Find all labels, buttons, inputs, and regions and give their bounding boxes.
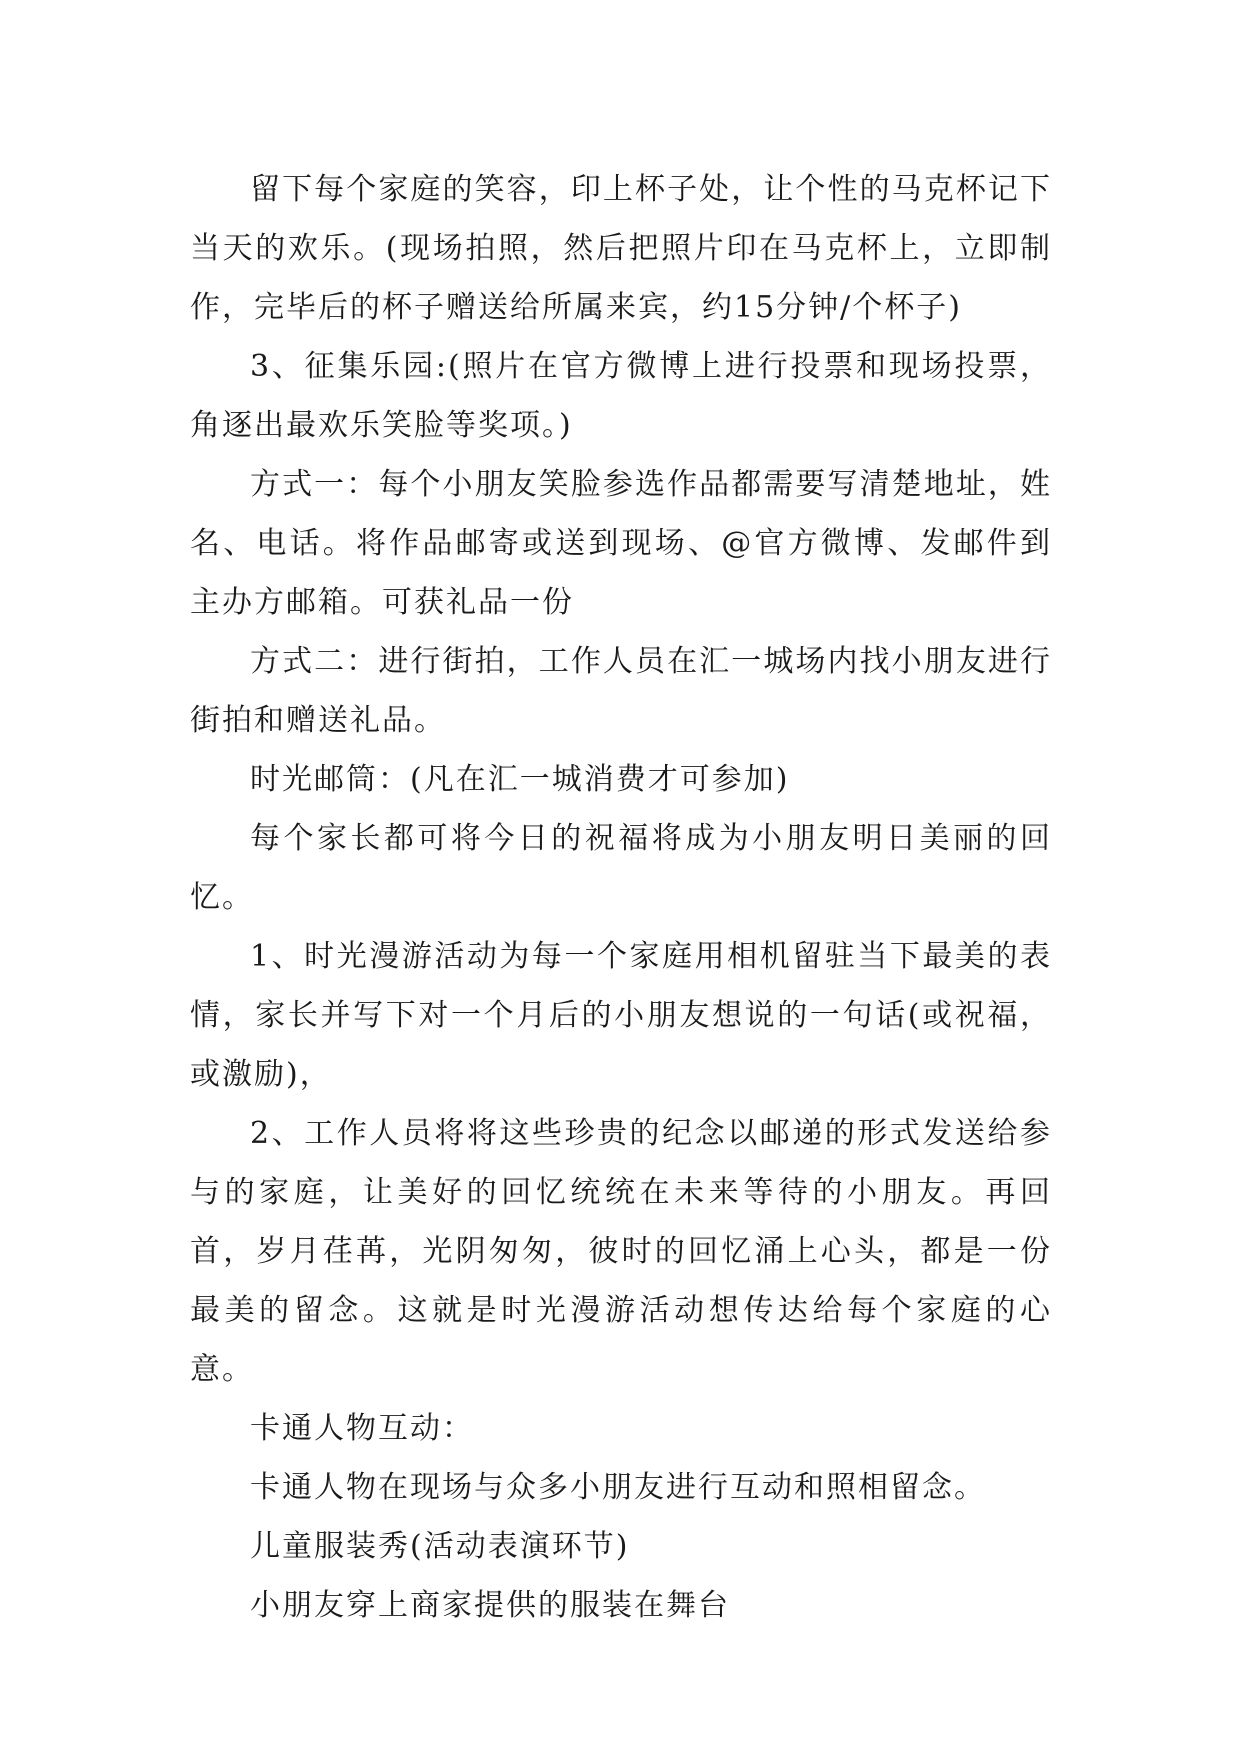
paragraph-method-one: 方式一：每个小朋友笑脸参选作品都需要写清楚地址，姓名、电话。将作品邮寄或送到现场、@官方微博、发邮件到主办方邮箱。可获礼品一份 bbox=[190, 467, 1052, 620]
paragraph-method-two: 方式二：进行街拍，工作人员在汇一城场内找小朋友进行街拍和赠送礼品。 bbox=[190, 644, 1052, 738]
paragraph-time-travel-step-2: 2、工作人员将将这些珍贵的纪念以邮递的形式发送给参与的家庭，让美好的回忆统统在未来等待的小朋友。再回首，岁月荏苒，光阴匆匆，彼时的回忆涌上心头，都是一份最美的留念。这就是时光漫游活动想传达给每个家庭的心意。 bbox=[190, 1116, 1052, 1387]
paragraph-time-mailbox-heading: 时光邮筒：(凡在汇一城消费才可参加) bbox=[250, 762, 790, 797]
paragraph-cartoon-heading: 卡通人物互动： bbox=[250, 1411, 474, 1446]
document-body bbox=[190, 160, 1052, 1635]
paragraph-collection-park: 3、征集乐园:(照片在官方微博上进行投票和现场投票，角逐出最欢乐笑脸等奖项。) bbox=[190, 349, 1052, 443]
paragraph-parent-wishes: 每个家长都可将今日的祝福将成为小朋友明日美丽的回忆。 bbox=[190, 821, 1052, 915]
paragraph-time-travel-step-1: 1、时光漫游活动为每一个家庭用相机留驻当下最美的表情，家长并写下对一个月后的小朋友想说的一句话(或祝福，或激励)， bbox=[190, 939, 1052, 1092]
paragraph-mug-photo: 留下每个家庭的笑容，印上杯子处，让个性的马克杯记下当天的欢乐。(现场拍照，然后把照片印在马克杯上，立即制作，完毕后的杯子赠送给所属来宾，约15分钟/个杯子) bbox=[190, 172, 1052, 325]
paragraph-fashion-show-heading: 儿童服装秀(活动表演环节) bbox=[250, 1529, 630, 1564]
paragraph-fashion-show-text: 小朋友穿上商家提供的服装在舞台 bbox=[250, 1588, 730, 1623]
paragraph-cartoon-interaction: 卡通人物在现场与众多小朋友进行互动和照相留念。 bbox=[250, 1470, 986, 1505]
